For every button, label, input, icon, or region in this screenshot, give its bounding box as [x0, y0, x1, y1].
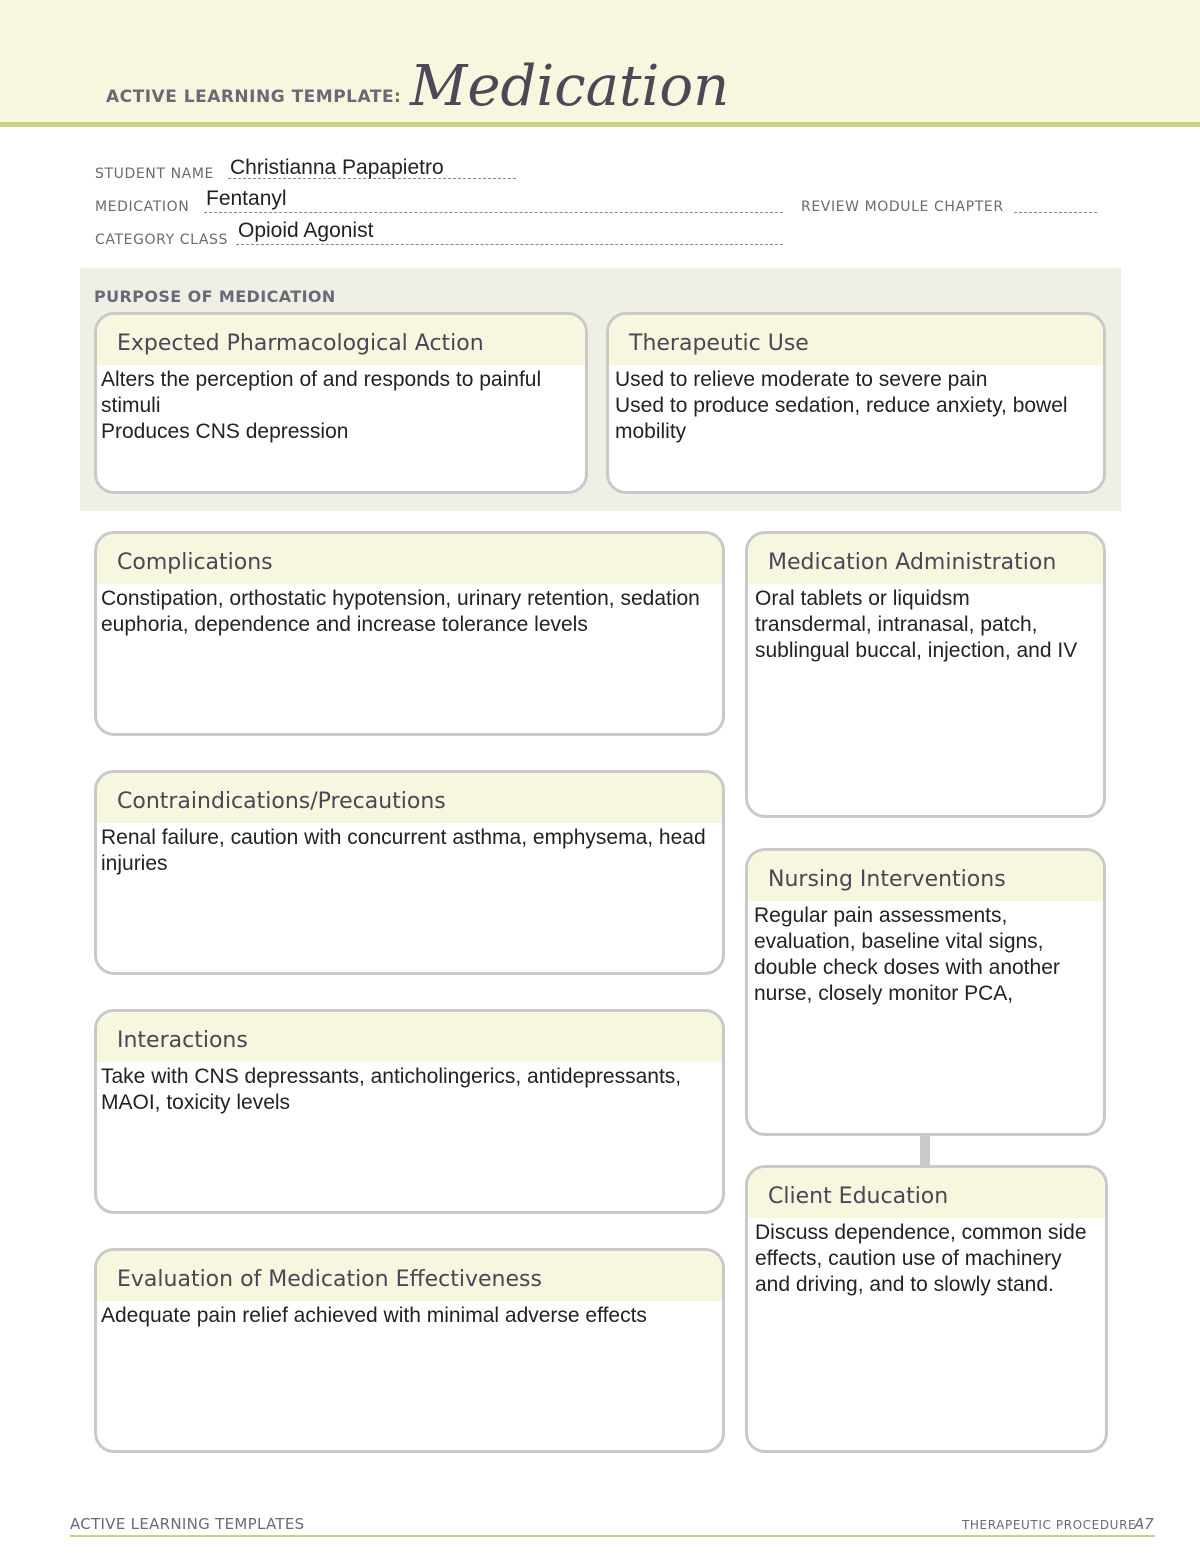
therapeutic-use-text[interactable]: Used to relieve moderate to severe pain Used to produce sedation, reduce anxiety, bowel mobility	[615, 368, 1068, 443]
interactions-title: Interactions	[97, 1012, 722, 1062]
purpose-label: PURPOSE OF MEDICATION	[94, 287, 336, 306]
expected-action-text[interactable]: Alters the perception of and responds to painful stimuli Produces CNS depression	[101, 368, 542, 443]
nursing-interventions-title: Nursing Interventions	[748, 851, 1103, 901]
nursing-interventions-card	[745, 848, 1106, 1136]
therapeutic-use-card	[606, 312, 1106, 494]
client-education-title: Client Education	[748, 1168, 1105, 1218]
medication-administration-card	[745, 531, 1106, 818]
template-title: Medication	[410, 54, 730, 119]
category-class-label: CATEGORY CLASS	[95, 232, 229, 248]
template-label: ACTIVE LEARNING TEMPLATE:	[106, 87, 402, 107]
expected-action-title: Expected Pharmacological Action	[97, 315, 585, 365]
complications-card	[94, 531, 725, 736]
nursing-interventions-text[interactable]: Regular pain assessments, evaluation, baseline vital signs, double check doses with another nurse, closely monitor PCA,	[754, 904, 1060, 1005]
complications-text[interactable]: Constipation, orthostatic hypotension, urinary retention, sedation euphoria, dependence and increase tolerance levels	[101, 587, 700, 636]
header-divider	[0, 122, 1200, 127]
client-education-text[interactable]: Discuss dependence, common side effects, caution use of machinery and driving, and to slowly stand.	[755, 1221, 1087, 1296]
review-module-field[interactable]	[1014, 212, 1097, 213]
medication-label: MEDICATION	[95, 199, 190, 215]
contraindications-text[interactable]: Renal failure, caution with concurrent asthma, emphysema, head injuries	[101, 826, 706, 875]
expected-action-card	[94, 312, 588, 494]
medication-administration-text[interactable]: Oral tablets or liquidsm transdermal, intranasal, patch, sublingual buccal, injection, and IV	[755, 587, 1078, 662]
category-class-field[interactable]: Opioid Agonist	[238, 219, 374, 242]
medication-line	[204, 212, 783, 213]
client-education-card	[745, 1165, 1108, 1453]
footer-left-label: ACTIVE LEARNING TEMPLATES	[70, 1515, 305, 1533]
student-name-label: STUDENT NAME	[95, 166, 214, 182]
page-number: A7	[1134, 1515, 1154, 1533]
complications-title: Complications	[97, 534, 722, 584]
category-class-line	[236, 244, 783, 245]
review-module-label: REVIEW MODULE CHAPTER	[801, 199, 1004, 215]
evaluation-text[interactable]: Adequate pain relief achieved with minimal adverse effects	[101, 1304, 647, 1327]
evaluation-card	[94, 1248, 725, 1453]
therapeutic-use-title: Therapeutic Use	[609, 315, 1103, 365]
contraindications-title: Contraindications/Precautions	[97, 773, 722, 823]
interactions-text[interactable]: Take with CNS depressants, anticholingerics, antidepressants, MAOI, toxicity levels	[101, 1065, 682, 1114]
medication-administration-title: Medication Administration	[748, 534, 1103, 584]
connector-bar	[920, 1134, 930, 1166]
footer-right-label: THERAPEUTIC PROCEDURE	[962, 1518, 1137, 1532]
medication-field[interactable]: Fentanyl	[206, 187, 287, 210]
evaluation-title: Evaluation of Medication Effectiveness	[97, 1251, 722, 1301]
contraindications-card	[94, 770, 725, 975]
student-name-field[interactable]: Christianna Papapietro	[230, 156, 444, 179]
interactions-card	[94, 1009, 725, 1214]
footer-divider	[70, 1535, 1155, 1537]
